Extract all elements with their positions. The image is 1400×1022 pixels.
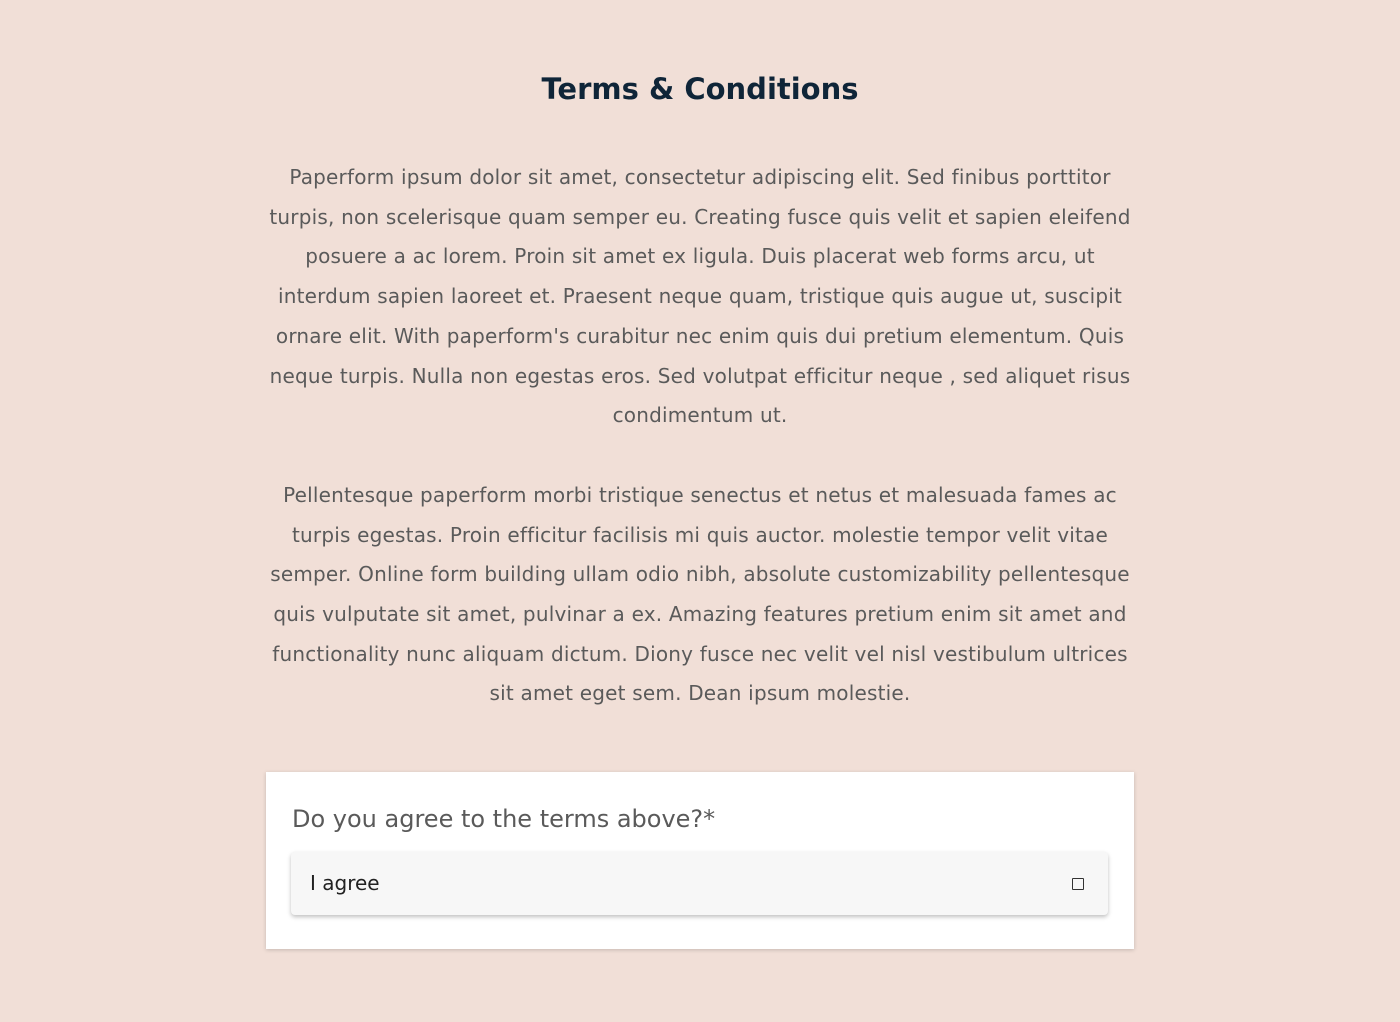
terms-content xyxy=(266,158,1134,754)
terms-paragraph-2: Pellentesque paperform morbi tristique senectus et netus et malesuada fames ac turpis egestas. Proin efficitur facilisis mi quis auctor. molestie tempor velit vitae semper. Online form building ullam odio nibh, absolute customizability pellentesque quis vulputate sit amet, pulvinar a ex. Amazing features pretium enim sit amet and functionality nunc aliquam dictum. Diony fusce nec velit vel nisl vestibulum ultrices sit amet eget sem. Dean ipsum molestie. xyxy=(270,482,1130,706)
terms-paragraph-1: Paperform ipsum dolor sit amet, consectetur adipiscing elit. Sed finibus porttitor turpis, non scelerisque quam semper eu. Creating fusce quis velit et sapien eleifend posuere a ac lorem. Proin sit amet ex ligula. Duis placerat web forms arcu, ut interdum sapien laoreet et. Praesent neque quam, tristique quis augue ut, suscipit ornare elit. With paperform's curabitur nec enim quis dui pretium elementum. Quis neque turpis. Nulla non egestas eros. Sed volutpat efficitur neque , sed aliquet risus condimentum ut. xyxy=(269,165,1131,428)
checkbox-icon[interactable] xyxy=(1072,878,1084,890)
agreement-question: Do you agree to the terms above?* xyxy=(292,805,716,833)
agree-option[interactable] xyxy=(291,852,1108,915)
agree-option-label: I agree xyxy=(310,871,380,895)
agreement-card xyxy=(266,772,1134,949)
page-title: Terms & Conditions xyxy=(541,72,859,106)
